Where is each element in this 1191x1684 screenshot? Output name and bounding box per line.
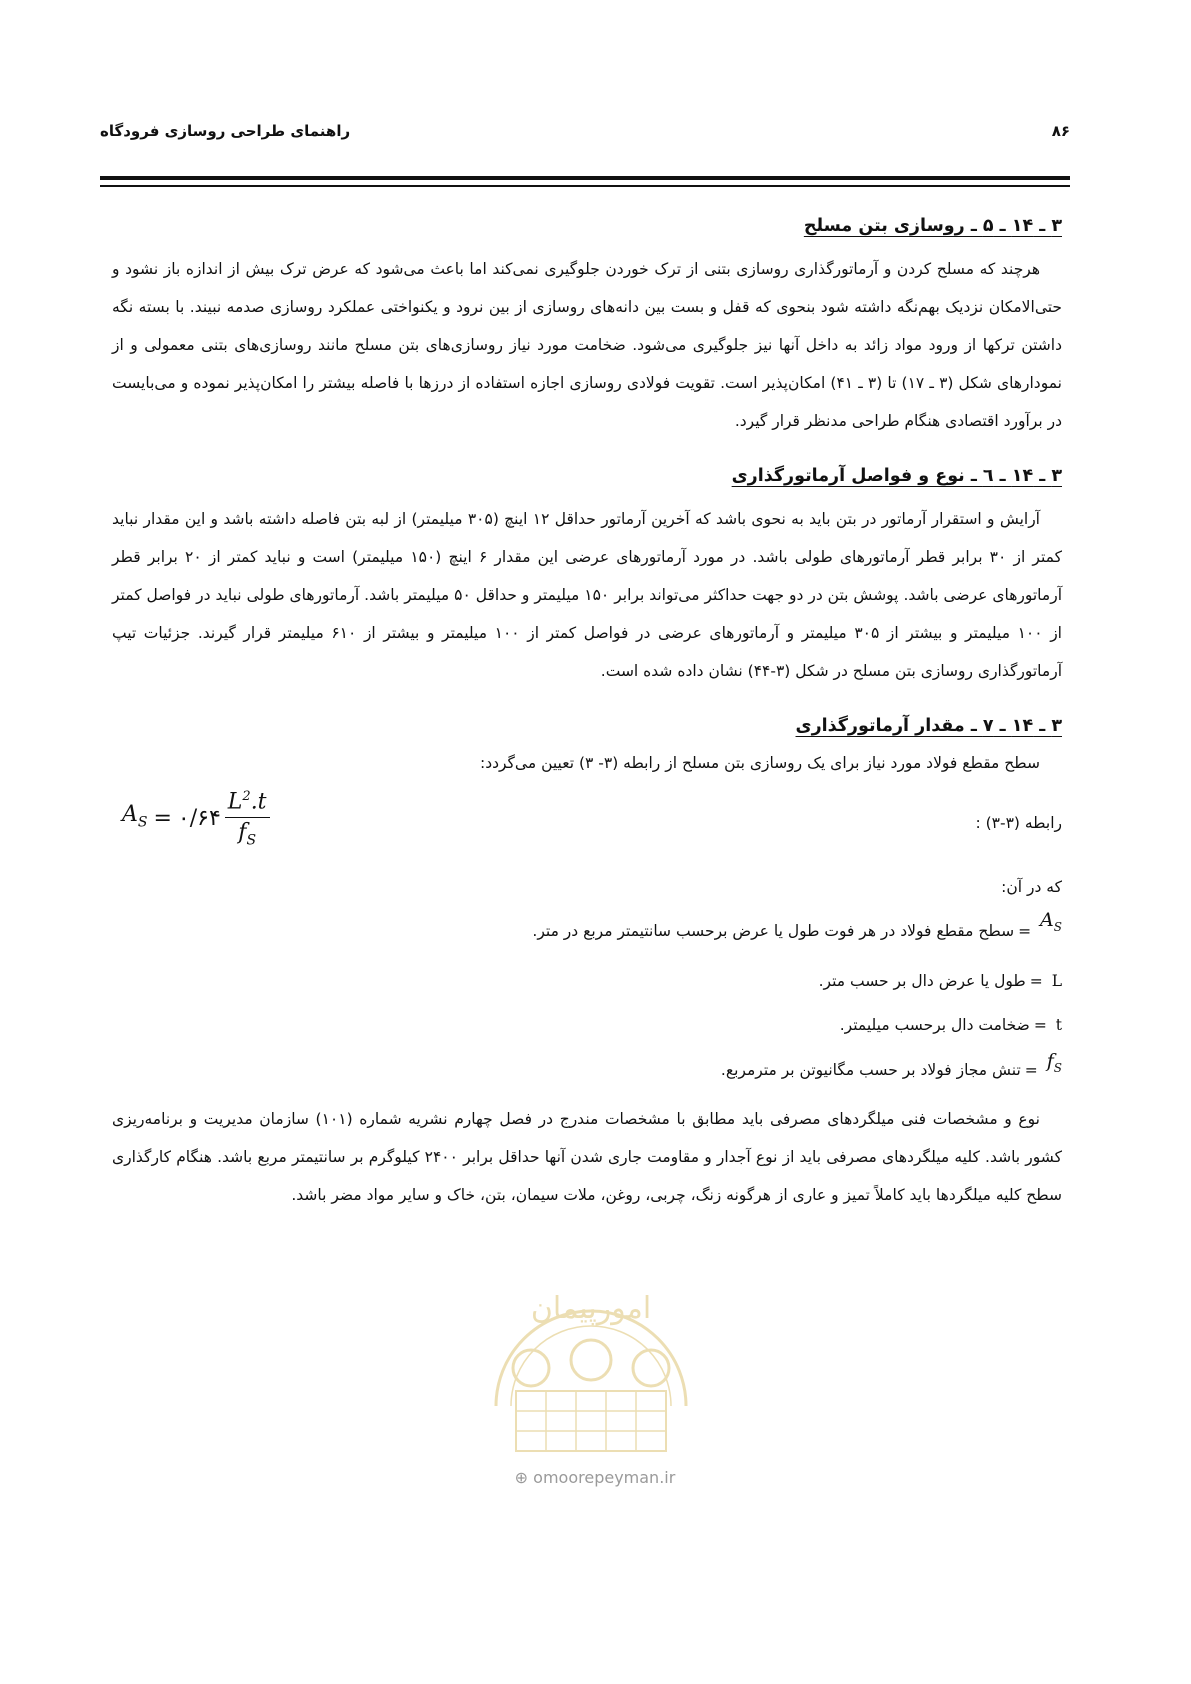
watermark-globe-icon: ⊕ — [514, 1468, 529, 1487]
header-rule-thick — [100, 176, 1070, 180]
formula-lhs: $A_S$ — [122, 802, 148, 831]
page-number: ۸۶ — [1051, 122, 1070, 140]
definition-as: $A_S$ =سطح مقطع فولاد در هر فوت طول یا عرض برحسب سانتیمتر مربع در متر. — [532, 909, 1062, 940]
formula-fraction: $\frac{L^2.t}{f_S}$ — [225, 782, 270, 856]
page-header — [100, 122, 1070, 152]
page-body — [112, 208, 1062, 1232]
formula-intro: سطح مقطع فولاد مورد نیاز برای یک روسازی بتن مسلح از رابطه (۳- ۳) تعیین می‌گردد: — [479, 754, 1040, 772]
watermark-site: ⊕ omoorepeyman.ir — [514, 1468, 676, 1487]
where-label: که در آن: — [1001, 878, 1062, 896]
formula-row — [112, 782, 1062, 866]
watermark-logo-icon — [456, 1256, 726, 1466]
section-title-rebar-amount: ۳ ـ ۱۴ ـ ۷ ـ مقدار آرماتورگذاری — [795, 716, 1062, 736]
section-title-reinforced-concrete: ۳ ـ ۱۴ ـ ۵ ـ روسازی بتن مسلح — [803, 216, 1062, 236]
book-title: راهنمای طراحی روسازی فرودگاه — [100, 122, 351, 140]
formula-label: رابطه (۳-۳) : — [975, 814, 1062, 832]
formula-coefficient: ۰/۶۴ — [177, 805, 221, 831]
header-rule-thin — [100, 185, 1070, 187]
definition-t: t =ضخامت دال برحسب میلیمتر. — [839, 1015, 1062, 1034]
watermark-logo-text: امورپیمان — [530, 1291, 652, 1326]
steel-area-formula: $A_S$ = ۰/۶۴ $\frac{L^2.t}{f_S}$ — [122, 782, 270, 856]
section-paragraph: آرایش و استقرار آرماتور در بتن باید به نحوی باشد که آخرین آرماتور حداقل ۱۲ اینچ (۳۰۵ میلیمتر) از لبه بتن فاصله داشته باشد و این مقدار نباید کمتر از ۳۰ برابر قطر آرماتورهای طولی باشد. در مورد آرماتورهای عرضی این مقدار ۶ اینچ (۱۵۰ میلیمتر) است و نباید کمتر از ۲۰ برابر قطر آرماتورهای عرضی باشد. پوشش بتن در دو جهت حداکثر می‌تواند برابر ۱۵۰ میلیمتر و حداقل ۵۰ میلیمتر باشد. آرماتورهای طولی نباید در فواصل کمتر از ۱۰۰ میلیمتر و بیشتر از ۳۰۵ میلیمتر و آرماتورهای عرضی در فواصل کمتر از ۱۰۰ میلیمتر و بیشتر از ۶۱۰ میلیمتر قرار گیرند. جزئیات تیپ آرماتورگذاری روسازی بتن مسلح در شکل (۳-۴۴) نشان داده شده است. — [112, 510, 1063, 680]
section-paragraph: هرچند که مسلح کردن و آرماتورگذاری روسازی بتنی از ترک خوردن جلوگیری نمی‌کند اما باعث می‌شود که عرض ترک بیش از اندازه باز نشود و حتی‌الامکان نزدیک بهم‌نگه داشته شود بنحوی که قفل و بست بین دانه‌های روسازی از بین نرود و یکنواختی عملکرد روسازی صدمه نبیند. با بسته نگه داشتن ترکها از ورود مواد زائد به داخل آنها نیز جلوگیری می‌شود. ضخامت مورد نیاز روسازی‌های بتن مسلح مانند روسازی‌های بتنی معمولی و از نمودارهای شکل (۳ ـ ۱۷) تا (۳ ـ ۴۱) امکان‌پذیر است. تقویت فولادی روسازی اجازه استفاده از درزها با فاصله بیشتر را امکان‌پذیر نموده و می‌بایست در برآورد اقتصادی هنگام طراحی مدنظر قرار گیرد. — [112, 260, 1062, 430]
section-paragraph: نوع و مشخصات فنی میلگردهای مصرفی باید مطابق با مشخصات مندرج در فصل چهارم نشریه شماره (۱۰۱) سازمان مدیریت و برنامه‌ریزی کشور باشد. کلیه میلگردهای مصرفی باید از نوع آجدار و مقاومت جاری شدن آنها حداقل برابر ۲۴۰۰ کیلوگرم بر سانتیمتر مربع باشد. هنگام کارگذاری سطح کلیه میلگردها باید کاملاً تمیز و عاری از هرگونه زنگ، چربی، روغن، ملات سیمان، بتن، خاک و سایر مواد مضر باشد. — [112, 1109, 1062, 1204]
symbol-definitions — [112, 908, 1062, 1098]
definition-l: L =طول یا عرض دال بر حسب متر. — [818, 971, 1062, 990]
section-title-rebar-spacing: ۳ ـ ۱۴ ـ ٦ ـ نوع و فواصل آرماتورگذاری — [731, 466, 1062, 486]
definition-fs: $f_S$ =تنش مجاز فولاد بر حسب مگانیوتن بر مترمربع. — [720, 1049, 1062, 1079]
